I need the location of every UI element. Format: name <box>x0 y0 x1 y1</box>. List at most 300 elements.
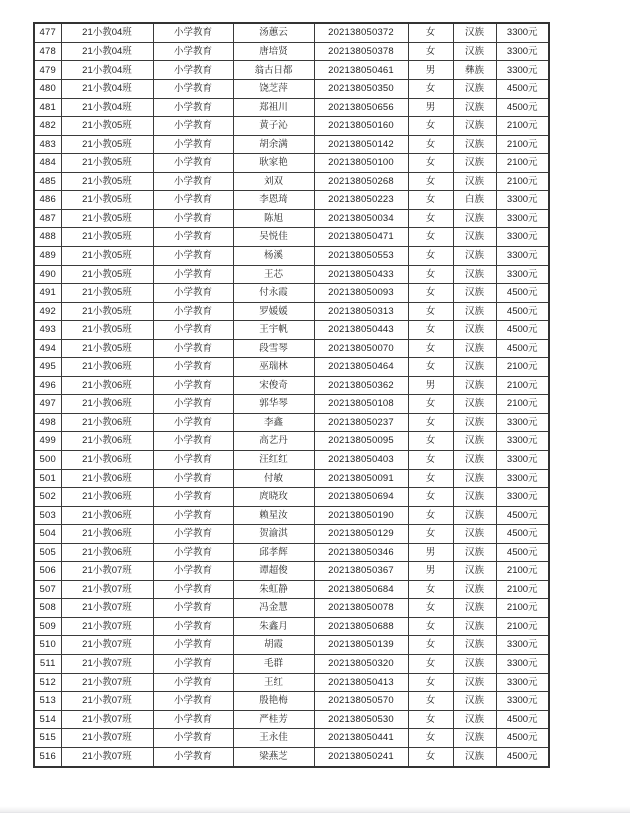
cell-gender: 女 <box>408 580 453 599</box>
cell-class-name: 21小教07班 <box>61 636 153 655</box>
cell-student-name: 耿家艳 <box>233 154 314 173</box>
cell-major: 小学教育 <box>153 599 233 618</box>
cell-major: 小学教育 <box>153 395 233 414</box>
cell-amount: 2100元 <box>496 358 549 377</box>
cell-ethnicity: 汉族 <box>453 413 496 432</box>
cell-major: 小学教育 <box>153 710 233 729</box>
cell-row-number: 477 <box>34 23 61 42</box>
cell-amount: 3300元 <box>496 209 549 228</box>
cell-student-id: 202138050142 <box>314 135 408 154</box>
cell-row-number: 507 <box>34 580 61 599</box>
cell-student-name: 谭超俊 <box>233 562 314 581</box>
table-row <box>34 543 549 562</box>
cell-student-id: 202138050570 <box>314 692 408 711</box>
cell-class-name: 21小教07班 <box>61 562 153 581</box>
cell-ethnicity: 汉族 <box>453 654 496 673</box>
cell-student-id: 202138050688 <box>314 617 408 636</box>
cell-student-id: 202138050078 <box>314 599 408 618</box>
cell-student-name: 汤蕙云 <box>233 23 314 42</box>
cell-student-id: 202138050129 <box>314 525 408 544</box>
cell-row-number: 480 <box>34 80 61 99</box>
cell-row-number: 498 <box>34 413 61 432</box>
cell-row-number: 510 <box>34 636 61 655</box>
table-row <box>34 636 549 655</box>
cell-student-id: 202138050108 <box>314 395 408 414</box>
cell-gender: 女 <box>408 450 453 469</box>
cell-amount: 3300元 <box>496 673 549 692</box>
cell-class-name: 21小教06班 <box>61 543 153 562</box>
cell-amount: 4500元 <box>496 339 549 358</box>
table-row <box>34 339 549 358</box>
cell-amount: 3300元 <box>496 23 549 42</box>
cell-student-id: 202138050464 <box>314 358 408 377</box>
cell-class-name: 21小教05班 <box>61 246 153 265</box>
cell-student-name: 郑祖川 <box>233 98 314 117</box>
cell-major: 小学教育 <box>153 228 233 247</box>
cell-major: 小学教育 <box>153 617 233 636</box>
cell-row-number: 509 <box>34 617 61 636</box>
cell-amount: 4500元 <box>496 284 549 303</box>
cell-student-name: 殷艳梅 <box>233 692 314 711</box>
cell-amount: 4500元 <box>496 710 549 729</box>
cell-amount: 2100元 <box>496 154 549 173</box>
cell-student-name: 王永佳 <box>233 729 314 748</box>
table-row <box>34 61 549 80</box>
cell-student-name: 胡霞 <box>233 636 314 655</box>
cell-student-id: 202138050530 <box>314 710 408 729</box>
cell-student-id: 202138050268 <box>314 172 408 191</box>
cell-class-name: 21小教06班 <box>61 358 153 377</box>
cell-amount: 4500元 <box>496 98 549 117</box>
cell-major: 小学教育 <box>153 246 233 265</box>
cell-ethnicity: 汉族 <box>453 506 496 525</box>
cell-amount: 3300元 <box>496 413 549 432</box>
cell-amount: 2100元 <box>496 135 549 154</box>
table-row <box>34 23 549 42</box>
table-row <box>34 450 549 469</box>
cell-row-number: 515 <box>34 729 61 748</box>
cell-gender: 女 <box>408 673 453 692</box>
cell-major: 小学教育 <box>153 506 233 525</box>
cell-class-name: 21小教07班 <box>61 729 153 748</box>
cell-amount: 2100元 <box>496 395 549 414</box>
cell-ethnicity: 汉族 <box>453 284 496 303</box>
cell-student-id: 202138050093 <box>314 284 408 303</box>
student-roster-table <box>33 22 550 768</box>
cell-student-id: 202138050223 <box>314 191 408 210</box>
cell-amount: 2100元 <box>496 117 549 136</box>
table-row <box>34 42 549 61</box>
cell-gender: 女 <box>408 42 453 61</box>
cell-gender: 男 <box>408 562 453 581</box>
cell-student-id: 202138050441 <box>314 729 408 748</box>
cell-major: 小学教育 <box>153 284 233 303</box>
cell-row-number: 500 <box>34 450 61 469</box>
cell-ethnicity: 汉族 <box>453 339 496 358</box>
cell-student-id: 202138050241 <box>314 747 408 767</box>
cell-class-name: 21小教06班 <box>61 395 153 414</box>
cell-student-id: 202138050160 <box>314 117 408 136</box>
table-row <box>34 710 549 729</box>
table-row <box>34 747 549 767</box>
cell-amount: 3300元 <box>496 636 549 655</box>
cell-student-name: 刘双 <box>233 172 314 191</box>
cell-amount: 3300元 <box>496 469 549 488</box>
cell-ethnicity: 汉族 <box>453 543 496 562</box>
cell-student-id: 202138050362 <box>314 376 408 395</box>
cell-student-id: 202138050190 <box>314 506 408 525</box>
cell-student-name: 贺渝淇 <box>233 525 314 544</box>
cell-row-number: 486 <box>34 191 61 210</box>
cell-student-name: 冯金慧 <box>233 599 314 618</box>
cell-student-name: 赖星汝 <box>233 506 314 525</box>
cell-row-number: 484 <box>34 154 61 173</box>
cell-student-id: 202138050372 <box>314 23 408 42</box>
cell-major: 小学教育 <box>153 23 233 42</box>
cell-major: 小学教育 <box>153 42 233 61</box>
cell-student-id: 202138050350 <box>314 80 408 99</box>
cell-gender: 男 <box>408 61 453 80</box>
cell-gender: 女 <box>408 506 453 525</box>
table-row <box>34 246 549 265</box>
roster-table-body <box>34 23 549 767</box>
cell-class-name: 21小教06班 <box>61 506 153 525</box>
cell-class-name: 21小教04班 <box>61 23 153 42</box>
table-row <box>34 98 549 117</box>
cell-student-name: 唐培贤 <box>233 42 314 61</box>
cell-major: 小学教育 <box>153 117 233 136</box>
cell-row-number: 506 <box>34 562 61 581</box>
cell-class-name: 21小教05班 <box>61 191 153 210</box>
table-row <box>34 395 549 414</box>
cell-major: 小学教育 <box>153 154 233 173</box>
cell-student-id: 202138050378 <box>314 42 408 61</box>
table-row <box>34 580 549 599</box>
cell-gender: 女 <box>408 654 453 673</box>
cell-student-name: 饶芝萍 <box>233 80 314 99</box>
cell-major: 小学教育 <box>153 450 233 469</box>
cell-row-number: 513 <box>34 692 61 711</box>
cell-ethnicity: 汉族 <box>453 692 496 711</box>
cell-major: 小学教育 <box>153 543 233 562</box>
table-row <box>34 469 549 488</box>
cell-student-name: 付永霞 <box>233 284 314 303</box>
cell-major: 小学教育 <box>153 525 233 544</box>
cell-student-name: 梁燕芝 <box>233 747 314 767</box>
cell-student-id: 202138050413 <box>314 673 408 692</box>
cell-major: 小学教育 <box>153 488 233 507</box>
cell-amount: 4500元 <box>496 321 549 340</box>
cell-class-name: 21小教06班 <box>61 376 153 395</box>
cell-class-name: 21小教05班 <box>61 265 153 284</box>
cell-class-name: 21小教07班 <box>61 747 153 767</box>
cell-amount: 3300元 <box>496 265 549 284</box>
table-row <box>34 302 549 321</box>
cell-class-name: 21小教07班 <box>61 710 153 729</box>
table-row <box>34 599 549 618</box>
cell-student-name: 杨溪 <box>233 246 314 265</box>
cell-gender: 女 <box>408 488 453 507</box>
cell-ethnicity: 汉族 <box>453 562 496 581</box>
cell-ethnicity: 汉族 <box>453 154 496 173</box>
cell-student-id: 202138050403 <box>314 450 408 469</box>
cell-gender: 女 <box>408 23 453 42</box>
cell-class-name: 21小教07班 <box>61 654 153 673</box>
cell-student-id: 202138050237 <box>314 413 408 432</box>
cell-gender: 女 <box>408 321 453 340</box>
cell-gender: 女 <box>408 395 453 414</box>
cell-class-name: 21小教05班 <box>61 302 153 321</box>
cell-student-name: 庹晓玫 <box>233 488 314 507</box>
cell-student-id: 202138050694 <box>314 488 408 507</box>
cell-ethnicity: 汉族 <box>453 209 496 228</box>
table-row <box>34 488 549 507</box>
cell-class-name: 21小教05班 <box>61 135 153 154</box>
cell-row-number: 481 <box>34 98 61 117</box>
cell-gender: 女 <box>408 636 453 655</box>
cell-class-name: 21小教07班 <box>61 580 153 599</box>
cell-major: 小学教育 <box>153 339 233 358</box>
cell-gender: 女 <box>408 228 453 247</box>
cell-ethnicity: 汉族 <box>453 525 496 544</box>
cell-ethnicity: 汉族 <box>453 617 496 636</box>
cell-gender: 女 <box>408 339 453 358</box>
cell-ethnicity: 汉族 <box>453 729 496 748</box>
cell-ethnicity: 汉族 <box>453 580 496 599</box>
cell-ethnicity: 汉族 <box>453 117 496 136</box>
cell-gender: 男 <box>408 376 453 395</box>
cell-class-name: 21小教04班 <box>61 42 153 61</box>
table-row <box>34 506 549 525</box>
cell-class-name: 21小教05班 <box>61 321 153 340</box>
cell-row-number: 501 <box>34 469 61 488</box>
table-row <box>34 209 549 228</box>
cell-class-name: 21小教05班 <box>61 154 153 173</box>
cell-row-number: 491 <box>34 284 61 303</box>
cell-gender: 男 <box>408 98 453 117</box>
table-row <box>34 673 549 692</box>
cell-student-name: 王芯 <box>233 265 314 284</box>
cell-class-name: 21小教04班 <box>61 61 153 80</box>
cell-major: 小学教育 <box>153 673 233 692</box>
cell-ethnicity: 汉族 <box>453 172 496 191</box>
table-row <box>34 172 549 191</box>
cell-student-id: 202138050070 <box>314 339 408 358</box>
cell-amount: 2100元 <box>496 376 549 395</box>
cell-gender: 女 <box>408 729 453 748</box>
cell-gender: 女 <box>408 358 453 377</box>
cell-student-name: 高艺丹 <box>233 432 314 451</box>
cell-major: 小学教育 <box>153 636 233 655</box>
table-row <box>34 654 549 673</box>
page-bottom-shadow <box>0 806 630 813</box>
cell-student-id: 202138050091 <box>314 469 408 488</box>
cell-major: 小学教育 <box>153 376 233 395</box>
cell-class-name: 21小教07班 <box>61 673 153 692</box>
cell-ethnicity: 汉族 <box>453 673 496 692</box>
cell-gender: 男 <box>408 543 453 562</box>
cell-amount: 3300元 <box>496 450 549 469</box>
cell-gender: 女 <box>408 617 453 636</box>
table-row <box>34 729 549 748</box>
cell-student-id: 202138050095 <box>314 432 408 451</box>
table-row <box>34 80 549 99</box>
cell-amount: 2100元 <box>496 580 549 599</box>
cell-class-name: 21小教07班 <box>61 599 153 618</box>
cell-amount: 3300元 <box>496 42 549 61</box>
cell-amount: 3300元 <box>496 488 549 507</box>
cell-major: 小学教育 <box>153 358 233 377</box>
cell-student-name: 吴悦佳 <box>233 228 314 247</box>
cell-amount: 4500元 <box>496 80 549 99</box>
cell-gender: 女 <box>408 469 453 488</box>
cell-student-id: 202138050656 <box>314 98 408 117</box>
cell-major: 小学教育 <box>153 469 233 488</box>
cell-row-number: 505 <box>34 543 61 562</box>
cell-class-name: 21小教06班 <box>61 413 153 432</box>
cell-class-name: 21小教04班 <box>61 98 153 117</box>
cell-amount: 2100元 <box>496 617 549 636</box>
cell-student-name: 朱鑫月 <box>233 617 314 636</box>
cell-major: 小学教育 <box>153 654 233 673</box>
cell-major: 小学教育 <box>153 747 233 767</box>
cell-amount: 2100元 <box>496 599 549 618</box>
cell-gender: 女 <box>408 265 453 284</box>
cell-major: 小学教育 <box>153 98 233 117</box>
cell-student-name: 汪红红 <box>233 450 314 469</box>
table-row <box>34 284 549 303</box>
cell-class-name: 21小教05班 <box>61 339 153 358</box>
cell-row-number: 503 <box>34 506 61 525</box>
cell-class-name: 21小教07班 <box>61 617 153 636</box>
cell-amount: 4500元 <box>496 747 549 767</box>
cell-amount: 3300元 <box>496 228 549 247</box>
cell-student-name: 胡余满 <box>233 135 314 154</box>
cell-student-name: 李鑫 <box>233 413 314 432</box>
cell-row-number: 488 <box>34 228 61 247</box>
cell-row-number: 508 <box>34 599 61 618</box>
table-row <box>34 562 549 581</box>
cell-student-name: 朱虹静 <box>233 580 314 599</box>
cell-ethnicity: 汉族 <box>453 302 496 321</box>
cell-ethnicity: 汉族 <box>453 23 496 42</box>
cell-row-number: 493 <box>34 321 61 340</box>
cell-student-id: 202138050346 <box>314 543 408 562</box>
cell-amount: 3300元 <box>496 246 549 265</box>
cell-ethnicity: 汉族 <box>453 80 496 99</box>
table-row <box>34 413 549 432</box>
cell-student-name: 翁古日都 <box>233 61 314 80</box>
cell-gender: 女 <box>408 599 453 618</box>
cell-ethnicity: 汉族 <box>453 469 496 488</box>
table-row <box>34 321 549 340</box>
cell-row-number: 511 <box>34 654 61 673</box>
table-row <box>34 617 549 636</box>
cell-gender: 女 <box>408 284 453 303</box>
cell-major: 小学教育 <box>153 61 233 80</box>
cell-ethnicity: 汉族 <box>453 321 496 340</box>
cell-ethnicity: 汉族 <box>453 488 496 507</box>
table-row <box>34 191 549 210</box>
cell-student-id: 202138050684 <box>314 580 408 599</box>
cell-amount: 3300元 <box>496 432 549 451</box>
cell-student-id: 202138050139 <box>314 636 408 655</box>
cell-row-number: 496 <box>34 376 61 395</box>
cell-major: 小学教育 <box>153 580 233 599</box>
cell-row-number: 502 <box>34 488 61 507</box>
cell-row-number: 495 <box>34 358 61 377</box>
cell-ethnicity: 汉族 <box>453 358 496 377</box>
cell-student-id: 202138050313 <box>314 302 408 321</box>
cell-gender: 女 <box>408 710 453 729</box>
table-row <box>34 525 549 544</box>
table-row <box>34 265 549 284</box>
cell-ethnicity: 汉族 <box>453 747 496 767</box>
cell-student-name: 宋俊奇 <box>233 376 314 395</box>
cell-ethnicity: 汉族 <box>453 432 496 451</box>
cell-major: 小学教育 <box>153 80 233 99</box>
cell-row-number: 516 <box>34 747 61 767</box>
cell-row-number: 497 <box>34 395 61 414</box>
cell-ethnicity: 白族 <box>453 191 496 210</box>
cell-class-name: 21小教05班 <box>61 209 153 228</box>
table-row <box>34 154 549 173</box>
cell-student-id: 202138050100 <box>314 154 408 173</box>
cell-major: 小学教育 <box>153 191 233 210</box>
cell-gender: 女 <box>408 747 453 767</box>
cell-major: 小学教育 <box>153 562 233 581</box>
cell-student-name: 巫瑞林 <box>233 358 314 377</box>
cell-ethnicity: 彝族 <box>453 61 496 80</box>
cell-student-id: 202138050433 <box>314 265 408 284</box>
cell-ethnicity: 汉族 <box>453 265 496 284</box>
cell-row-number: 514 <box>34 710 61 729</box>
cell-class-name: 21小教07班 <box>61 692 153 711</box>
cell-ethnicity: 汉族 <box>453 42 496 61</box>
cell-class-name: 21小教05班 <box>61 117 153 136</box>
cell-major: 小学教育 <box>153 209 233 228</box>
cell-gender: 女 <box>408 154 453 173</box>
cell-class-name: 21小教04班 <box>61 80 153 99</box>
cell-amount: 4500元 <box>496 506 549 525</box>
cell-row-number: 479 <box>34 61 61 80</box>
cell-amount: 2100元 <box>496 562 549 581</box>
cell-major: 小学教育 <box>153 321 233 340</box>
cell-major: 小学教育 <box>153 302 233 321</box>
cell-row-number: 504 <box>34 525 61 544</box>
cell-amount: 4500元 <box>496 729 549 748</box>
cell-student-name: 严桂芳 <box>233 710 314 729</box>
cell-student-id: 202138050034 <box>314 209 408 228</box>
cell-student-name: 付敏 <box>233 469 314 488</box>
cell-amount: 2100元 <box>496 172 549 191</box>
cell-ethnicity: 汉族 <box>453 98 496 117</box>
cell-row-number: 482 <box>34 117 61 136</box>
cell-gender: 女 <box>408 432 453 451</box>
cell-row-number: 492 <box>34 302 61 321</box>
cell-major: 小学教育 <box>153 172 233 191</box>
cell-student-name: 毛群 <box>233 654 314 673</box>
cell-row-number: 485 <box>34 172 61 191</box>
cell-major: 小学教育 <box>153 265 233 284</box>
cell-gender: 女 <box>408 246 453 265</box>
cell-major: 小学教育 <box>153 413 233 432</box>
cell-gender: 女 <box>408 135 453 154</box>
cell-class-name: 21小教05班 <box>61 172 153 191</box>
cell-amount: 4500元 <box>496 543 549 562</box>
cell-major: 小学教育 <box>153 729 233 748</box>
cell-major: 小学教育 <box>153 692 233 711</box>
